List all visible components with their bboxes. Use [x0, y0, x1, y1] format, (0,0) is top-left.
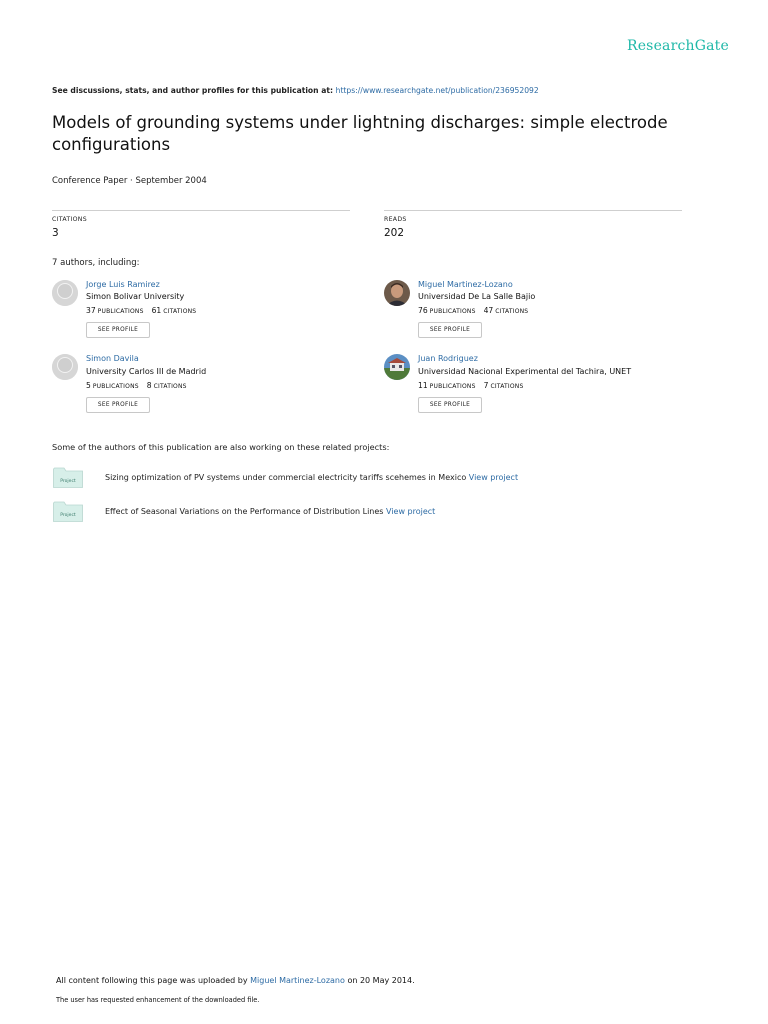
author-stats — [418, 381, 524, 390]
citations-count: 7 — [483, 381, 489, 390]
view-project-link[interactable]: View project — [468, 473, 519, 482]
discussions-prefix: See discussions, stats, and author profiles for this publication at: — [52, 86, 333, 95]
author-photo-icon — [384, 280, 410, 306]
publications-label: PUBLICATIONS — [429, 308, 476, 315]
upload-suffix: on 20 May 2014. — [347, 976, 415, 985]
project-icon-label: Project — [60, 479, 76, 484]
author-name[interactable]: Juan Rodriguez — [418, 354, 478, 363]
publication-title: Models of grounding systems under lightning discharges: simple electrode configurations — [52, 113, 668, 154]
uploader-link[interactable]: Miguel Martinez-Lozano — [250, 976, 345, 985]
view-project-link[interactable]: View project — [386, 507, 436, 516]
project-folder-icon[interactable] — [53, 467, 83, 488]
publications-count: 11 — [418, 381, 428, 390]
author-name[interactable]: Simon Davila — [86, 354, 139, 363]
author-avatar[interactable] — [52, 354, 78, 380]
citations-count: 8 — [146, 381, 152, 390]
upload-note — [56, 976, 415, 985]
project-icon-label: Project — [60, 513, 76, 518]
related-project-item — [105, 473, 518, 482]
citations-label: CITATIONS — [52, 216, 87, 223]
see-profile-button[interactable]: SEE PROFILE — [86, 322, 150, 338]
author-avatar[interactable] — [384, 354, 410, 380]
related-projects-heading: Some of the authors of this publication are also working on these related projects: — [52, 442, 390, 452]
reads-value: 202 — [384, 227, 405, 239]
publications-label: PUBLICATIONS — [97, 308, 144, 315]
see-profile-button[interactable]: SEE PROFILE — [418, 322, 482, 338]
publications-label: PUBLICATIONS — [92, 383, 139, 390]
citations-label: CITATIONS — [153, 383, 187, 390]
see-profile-button[interactable]: SEE PROFILE — [86, 397, 150, 413]
publications-count: 76 — [418, 306, 428, 315]
author-institution: Universidad De La Salle Bajio — [418, 292, 536, 301]
author-institution: Simon Bolivar University — [86, 292, 185, 301]
related-project-item — [105, 507, 435, 516]
author-stats — [86, 306, 196, 315]
citations-value: 3 — [52, 227, 59, 239]
citations-divider — [52, 210, 350, 211]
publication-type-date: Conference Paper · September 2004 — [52, 176, 207, 186]
citations-label: CITATIONS — [490, 383, 524, 390]
publications-count: 37 — [86, 306, 96, 315]
citations-count: 61 — [151, 306, 162, 315]
reads-label: READS — [384, 216, 407, 223]
citations-count: 47 — [483, 306, 494, 315]
enhancement-note: The user has requested enhancement of the downloaded file. — [56, 996, 260, 1004]
project-title: Effect of Seasonal Variations on the Performance of Distribution Lines — [105, 507, 384, 516]
user-placeholder-icon — [52, 280, 78, 306]
researchgate-logo[interactable]: ResearchGate — [626, 38, 729, 54]
user-placeholder-icon — [52, 354, 78, 380]
upload-prefix: All content following this page was uploaded by — [56, 976, 248, 985]
reads-divider — [384, 210, 682, 211]
author-institution: University Carlos III de Madrid — [86, 367, 207, 376]
author-institution: Universidad Nacional Experimental del Tachira, UNET — [418, 367, 632, 376]
author-stats — [86, 381, 187, 390]
authors-heading: 7 authors, including: — [52, 258, 140, 268]
project-title: Sizing optimization of PV systems under commercial electricity tariffs scehemes in Mexico — [105, 473, 467, 482]
author-avatar[interactable] — [52, 280, 78, 306]
citations-label: CITATIONS — [495, 308, 529, 315]
project-folder-icon[interactable] — [53, 501, 83, 522]
author-avatar[interactable] — [384, 280, 410, 306]
publications-count: 5 — [86, 381, 91, 390]
publication-link[interactable]: https://www.researchgate.net/publication/236952092 — [335, 86, 539, 95]
author-name[interactable]: Jorge Luis Ramirez — [86, 280, 160, 289]
citations-label: CITATIONS — [163, 308, 197, 315]
see-profile-button[interactable]: SEE PROFILE — [418, 397, 482, 413]
publications-label: PUBLICATIONS — [429, 383, 476, 390]
discussions-line — [52, 86, 539, 95]
author-stats — [418, 306, 528, 315]
author-photo-icon — [384, 354, 410, 380]
author-name[interactable]: Miguel Martinez-Lozano — [418, 280, 513, 289]
